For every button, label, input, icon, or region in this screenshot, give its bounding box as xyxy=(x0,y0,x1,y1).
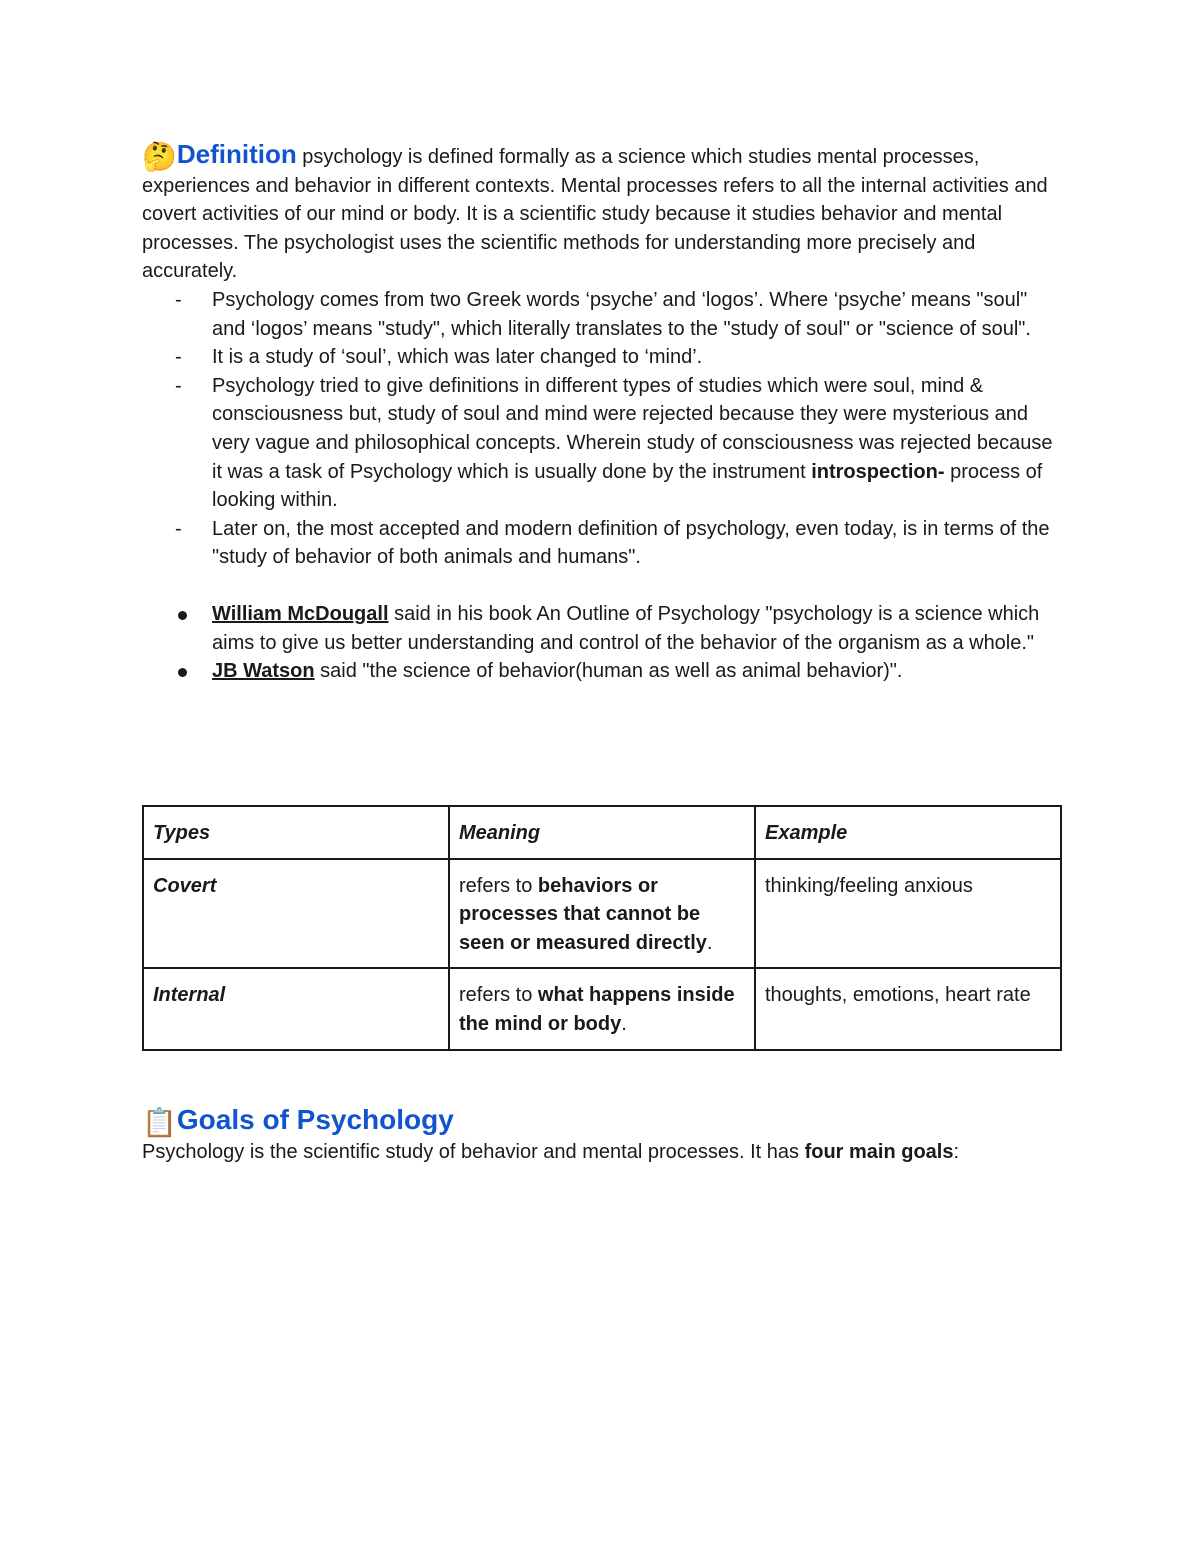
introspection-term: introspection- xyxy=(811,460,945,483)
thinking-face-icon: 🤔 xyxy=(142,141,177,172)
meaning-text: . xyxy=(706,931,713,954)
table-header-cell: Types xyxy=(143,806,449,859)
table-row xyxy=(143,859,1061,969)
table-header-row xyxy=(143,806,1061,859)
quote-text: said "the science of behavior(human as well as animal behavior)". xyxy=(314,660,903,683)
definition-dash-list xyxy=(142,286,1062,572)
dash-marker: - xyxy=(175,346,182,369)
document-body xyxy=(142,140,1062,686)
meaning-text: refers to xyxy=(459,874,538,897)
author-name: William McDougall xyxy=(212,602,389,625)
list-item-text: It is a study of ‘soul’, which was later changed to ‘mind’. xyxy=(212,346,703,369)
meaning-bold-text: what happens inside the mind or body xyxy=(459,984,735,1035)
goals-section xyxy=(142,1102,1062,1167)
list-item xyxy=(142,515,1062,572)
list-item xyxy=(142,372,1062,515)
definition-bullet-list xyxy=(142,600,1062,686)
table-cell-example: thinking/feeling anxious xyxy=(755,859,1061,969)
table-cell-type: Covert xyxy=(143,859,449,969)
table-header-cell: Example xyxy=(755,806,1061,859)
goals-heading xyxy=(142,1102,1062,1138)
definition-heading: Definition xyxy=(176,139,297,169)
bullet-icon xyxy=(178,611,187,620)
goals-bold-text: four main goals xyxy=(804,1141,954,1163)
types-table xyxy=(142,805,1062,1051)
list-item xyxy=(142,600,1062,657)
list-item-text: Psychology tried to give definitions in different types of studies which were soul, mind & consciousness but, study of soul and mind were rejected because they were mysterious and very vague and philosophical concepts. Wherein study of consciousness was rejected because it was a task of Psychology which is usually done by the instrument xyxy=(212,374,1053,483)
meaning-bold-text: behaviors or processes that cannot be seen or measured directly xyxy=(459,874,707,954)
dash-marker: - xyxy=(175,517,182,540)
list-item-text: process of looking within. xyxy=(212,460,1043,512)
list-item-text: Psychology comes from two Greek words ‘psyche’ and ‘logos’. Where ‘psyche’ means "soul" and ‘logos’ means "study", which literally translates to the "study of soul" or "science of soul". xyxy=(212,288,1031,340)
table-cell-meaning xyxy=(449,968,755,1049)
list-item xyxy=(142,286,1062,343)
goals-text: : xyxy=(953,1141,960,1163)
table-cell-type: Internal xyxy=(143,968,449,1049)
table-header-cell: Meaning xyxy=(449,806,755,859)
list-item-text: Later on, the most accepted and modern definition of psychology, even today, is in terms of the "study of behavior of both animals and humans". xyxy=(212,517,1050,569)
table-row xyxy=(143,968,1061,1049)
goals-text: Psychology is the scientific study of behavior and mental processes. It has xyxy=(142,1141,805,1163)
goals-paragraph xyxy=(142,1138,1062,1167)
dash-marker: - xyxy=(175,374,182,397)
list-item xyxy=(142,343,1062,372)
clipboard-icon: 📋 xyxy=(142,1107,177,1138)
list-item xyxy=(142,657,1062,686)
meaning-text: refers to xyxy=(459,984,538,1007)
table-cell-example: thoughts, emotions, heart rate xyxy=(755,968,1061,1049)
meaning-text: . xyxy=(621,1012,627,1035)
definition-intro: psychology is defined formally as a science which studies mental processes, experiences and behavior in different contexts. Mental processes refers to all the internal activities and covert activities of our mind or body. It is a scientific study because it studies behavior and mental processes. The psychologist uses the scientific methods for understanding more precisely and accurately. xyxy=(142,146,1048,283)
dash-marker: - xyxy=(175,288,182,311)
bullet-icon xyxy=(178,668,187,677)
author-name: JB Watson xyxy=(212,660,315,683)
quote-text: said in his book An Outline of Psychology "psychology is a science which aims to give us better understanding and control of the behavior of the organism as a whole." xyxy=(212,602,1040,654)
table-cell-meaning xyxy=(449,859,755,969)
goals-heading-text: Goals of Psychology xyxy=(176,1104,454,1135)
definition-paragraph xyxy=(142,140,1062,286)
